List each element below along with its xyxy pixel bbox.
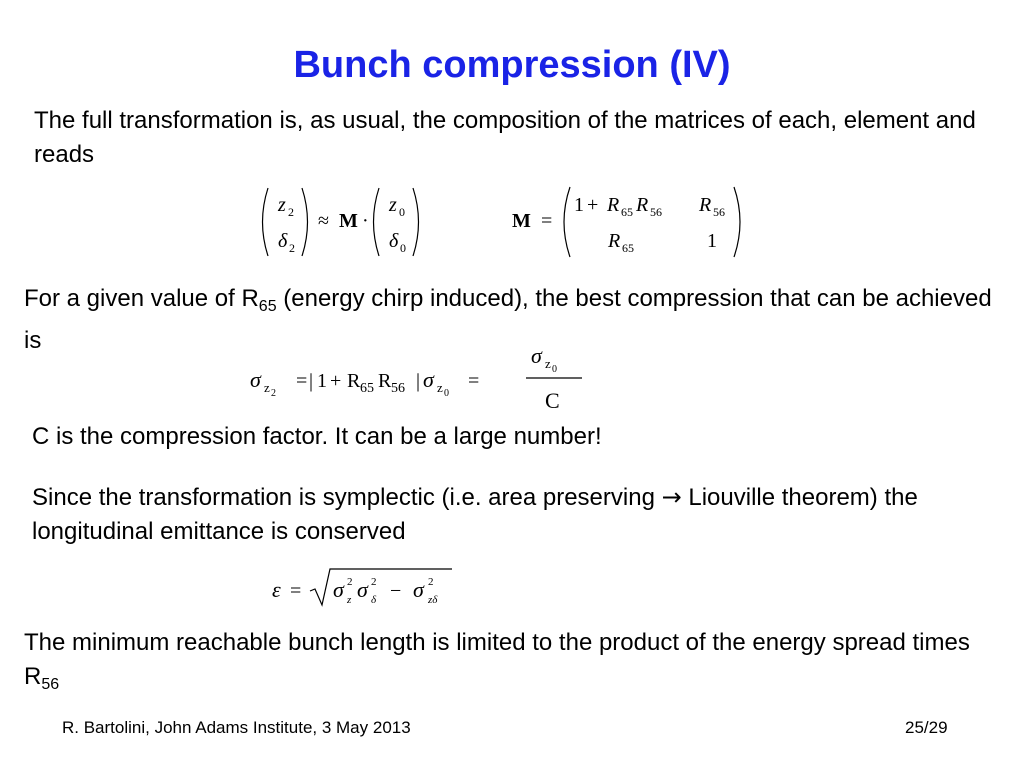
- svg-text:z: z: [389, 194, 397, 216]
- svg-text:z: z: [437, 380, 443, 395]
- svg-text:δ: δ: [389, 230, 399, 252]
- equation-emittance: [270, 563, 470, 613]
- svg-text:σ: σ: [250, 367, 261, 392]
- svg-text:0: 0: [552, 364, 557, 375]
- svg-text:2: 2: [347, 576, 353, 588]
- svg-text:σ: σ: [531, 343, 542, 368]
- svg-text:R: R: [636, 194, 649, 216]
- svg-text:z: z: [545, 356, 551, 371]
- svg-text:2: 2: [371, 576, 377, 588]
- svg-text:65: 65: [622, 241, 634, 255]
- svg-text:zδ: zδ: [428, 594, 438, 606]
- svg-text:0: 0: [444, 388, 449, 399]
- svg-text:56: 56: [391, 381, 405, 396]
- svg-text:0: 0: [400, 241, 406, 255]
- svg-text:δ: δ: [371, 594, 377, 606]
- page-number: 25/29: [905, 718, 948, 737]
- equation-compressed-bunch-length: [248, 343, 608, 413]
- svg-text:z: z: [278, 194, 286, 216]
- svg-text:2: 2: [288, 205, 294, 219]
- svg-text:1: 1: [707, 230, 717, 252]
- svg-text:56: 56: [713, 205, 725, 219]
- svg-text:0: 0: [399, 205, 405, 219]
- paragraph-symplectic: [32, 480, 992, 549]
- svg-text:1: 1: [317, 370, 327, 392]
- svg-text:|: |: [309, 370, 314, 392]
- svg-text:M: M: [339, 210, 358, 232]
- svg-text:z: z: [264, 380, 270, 395]
- text-segment: Liouville theorem) the longitudinal emittance is conserved: [32, 484, 918, 545]
- text-segment: (energy chirp induced), the best compression that can be achieved is: [24, 285, 992, 354]
- subscript: 65: [258, 298, 277, 315]
- svg-text:z: z: [347, 594, 352, 606]
- svg-text:+: +: [330, 370, 342, 392]
- svg-text:≈: ≈: [318, 210, 329, 232]
- svg-text:|: |: [416, 370, 421, 392]
- svg-text:R: R: [607, 194, 620, 216]
- svg-text:65: 65: [621, 205, 633, 219]
- equation-transfer-matrix: [258, 184, 758, 260]
- svg-text:R: R: [608, 230, 621, 252]
- arrow-icon: →: [661, 483, 682, 511]
- svg-text:−: −: [390, 580, 402, 602]
- svg-text:R: R: [699, 194, 712, 216]
- svg-text:1: 1: [574, 194, 584, 216]
- paragraph-transformation: The full transformation is, as usual, the composition of the matrices of each, element and reads: [34, 107, 976, 168]
- footer-citation: R. Bartolini, John Adams Institute, 3 May 2013: [62, 718, 411, 737]
- text-segment: For a given value of R: [24, 285, 259, 312]
- text-segment: The minimum reachable bunch length is limited to the product of the energy spread times R: [24, 629, 970, 690]
- svg-text:δ: δ: [278, 230, 288, 252]
- svg-text:R: R: [347, 370, 361, 392]
- svg-text:σ: σ: [357, 577, 368, 602]
- svg-text:·: ·: [362, 210, 369, 232]
- svg-text:=: =: [468, 370, 480, 392]
- paragraph-minimum-bunch-length: [24, 626, 999, 702]
- subscript: 56: [41, 676, 60, 693]
- svg-text:C: C: [545, 388, 560, 413]
- paragraph-compression-factor: C is the compression factor. It can be a large number!: [32, 423, 602, 450]
- svg-text:56: 56: [650, 205, 662, 219]
- svg-text:2: 2: [271, 388, 276, 399]
- svg-text:ε: ε: [272, 577, 281, 602]
- svg-text:σ: σ: [413, 577, 424, 602]
- svg-text:=: =: [541, 210, 553, 232]
- svg-text:+: +: [587, 194, 599, 216]
- slide-title: Bunch compression (IV): [293, 44, 731, 86]
- svg-text:2: 2: [289, 241, 295, 255]
- svg-text:65: 65: [360, 381, 374, 396]
- svg-text:σ: σ: [333, 577, 344, 602]
- svg-text:R: R: [378, 370, 392, 392]
- svg-text:M: M: [512, 210, 531, 232]
- svg-text:2: 2: [428, 576, 434, 588]
- svg-text:σ: σ: [423, 367, 434, 392]
- svg-text:=: =: [290, 580, 302, 602]
- text-segment: Since the transformation is symplectic (i.e. area preserving: [32, 484, 662, 511]
- svg-text:=: =: [296, 370, 308, 392]
